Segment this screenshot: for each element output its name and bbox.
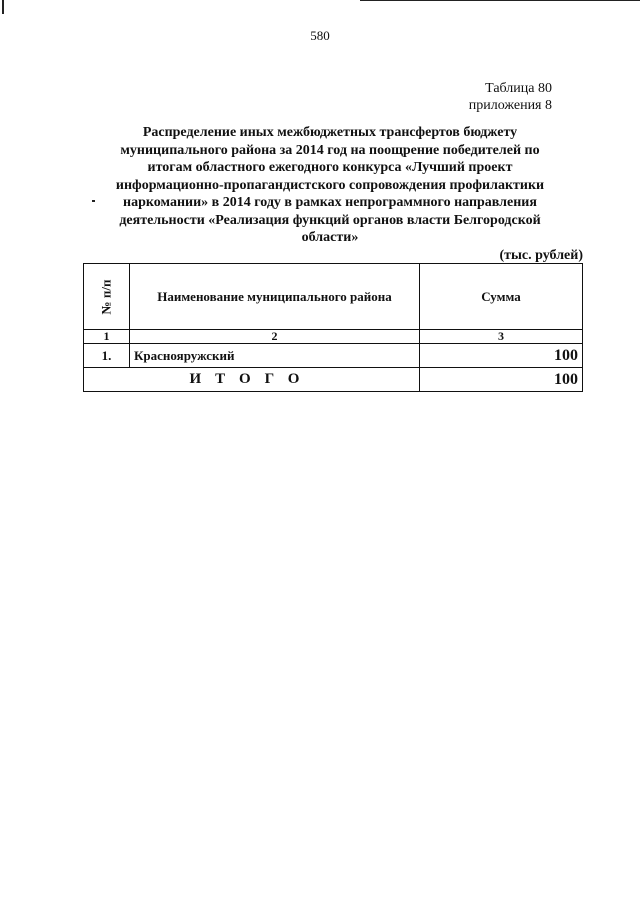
page-number: 580	[310, 28, 330, 43]
document-title	[90, 124, 570, 247]
header-num-cell	[84, 264, 130, 330]
scan-mark-top-left	[2, 0, 4, 14]
units-label: (тыс. рублей)	[499, 248, 583, 263]
column-number-2: 2	[130, 330, 420, 344]
scan-line-top	[360, 0, 640, 1]
table-ref-line-2: приложения 8	[468, 98, 552, 113]
distribution-table	[83, 263, 583, 392]
title-line-3: итогам областного ежегодного конкурса «Лучший проект	[147, 160, 513, 175]
column-number-1: 1	[84, 330, 130, 344]
column-number-3: 3	[420, 330, 583, 344]
table-reference	[469, 80, 552, 114]
row-num: 1.	[84, 344, 130, 368]
row-district-name: Краснояружский	[130, 344, 420, 368]
title-line-6: деятельности «Реализация функций органов власти Белгородской	[119, 212, 541, 228]
total-label: ИТОГО	[84, 368, 420, 392]
title-line-5: наркомании» в 2014 году в рамках непрограммного направления	[123, 195, 537, 210]
header-num: № п/п	[98, 279, 114, 314]
title-line-1: Распределение иных межбюджетных трансфертов бюджету	[142, 125, 518, 140]
table-ref-line-1: Таблица 80	[485, 81, 552, 96]
total-row	[84, 368, 583, 392]
title-line-4: информационно-пропагандистского сопровождения профилактики	[115, 177, 545, 193]
title-line-7: области»	[301, 230, 359, 245]
total-sum: 100	[420, 368, 583, 392]
table-row	[84, 344, 583, 368]
column-numbers-row	[84, 330, 583, 344]
header-sum: Сумма	[420, 264, 583, 330]
title-line-2: муниципального района за 2014 год на поощрение победителей по	[120, 142, 540, 158]
row-sum: 100	[420, 344, 583, 368]
table-header-row	[84, 264, 583, 330]
header-name: Наименование муниципального района	[130, 264, 420, 330]
